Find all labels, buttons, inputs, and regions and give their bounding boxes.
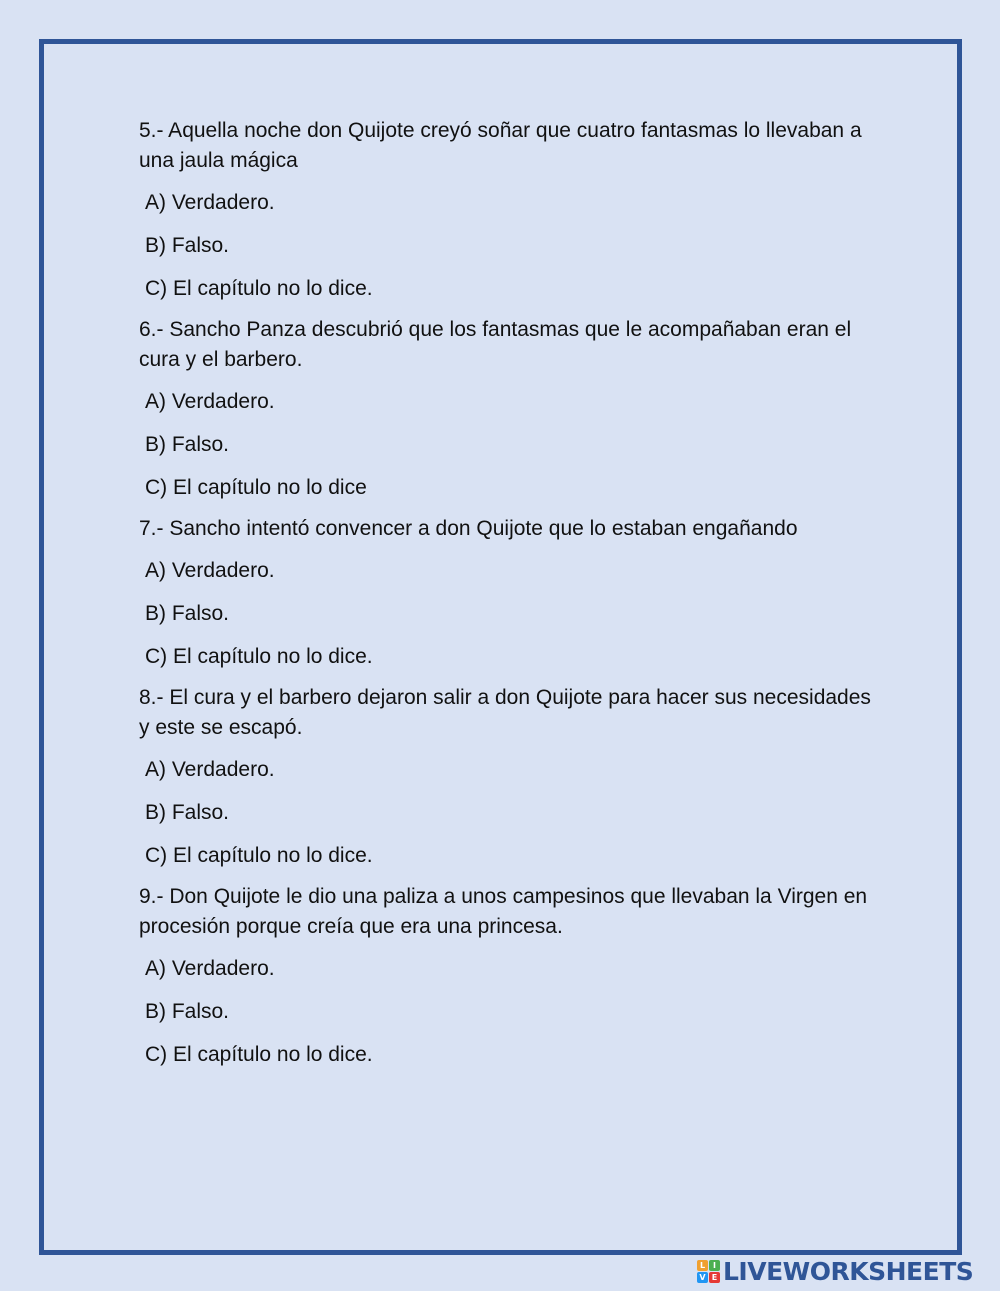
liveworksheets-logo [697,1256,973,1286]
question-block-5 [139,116,879,315]
option-b[interactable]: B) Falso. [145,1000,230,1023]
option-b[interactable]: B) Falso. [145,602,230,625]
option-b[interactable]: B) Falso. [145,801,230,824]
option-c[interactable]: C) El capítulo no lo dice. [145,645,373,668]
question-text: 8.- El cura y el barbero dejaron salir a don Quijote para hacer sus necesidades y este se escapó. [139,686,871,739]
option-c[interactable]: C) El capítulo no lo dice [145,476,367,499]
question-block-7 [139,514,879,683]
liveworksheets-logo-icon [697,1260,720,1283]
question-block-6 [139,315,879,514]
logo-text: LIVEWORKSHEETS [723,1256,974,1286]
worksheet-content [139,116,879,1083]
option-c[interactable]: C) El capítulo no lo dice. [145,1043,373,1066]
option-a[interactable]: A) Verdadero. [145,758,275,781]
option-a[interactable]: A) Verdadero. [145,191,275,214]
option-c[interactable]: C) El capítulo no lo dice. [145,844,373,867]
option-a[interactable]: A) Verdadero. [145,559,275,582]
question-block-8 [139,683,879,882]
logo-letter: L [697,1260,708,1271]
question-text: 7.- Sancho intentó convencer a don Quijote que lo estaban engañando [139,517,798,540]
question-text: 6.- Sancho Panza descubrió que los fantasmas que le acompañaban eran el cura y el barbero. [139,318,852,371]
question-block-9 [139,882,879,1083]
logo-letter: I [709,1260,720,1271]
option-b[interactable]: B) Falso. [145,433,230,456]
logo-letter: E [709,1272,720,1283]
question-text: 9.- Don Quijote le dio una paliza a unos campesinos que llevaban la Virgen en procesión porque creía que era una princesa. [139,885,868,938]
option-a[interactable]: A) Verdadero. [145,957,275,980]
logo-letter: V [697,1272,708,1283]
option-a[interactable]: A) Verdadero. [145,390,275,413]
question-text: 5.- Aquella noche don Quijote creyó soñar que cuatro fantasmas lo llevaban a una jaula mágica [139,119,862,172]
option-c[interactable]: C) El capítulo no lo dice. [145,277,373,300]
option-b[interactable]: B) Falso. [145,234,230,257]
